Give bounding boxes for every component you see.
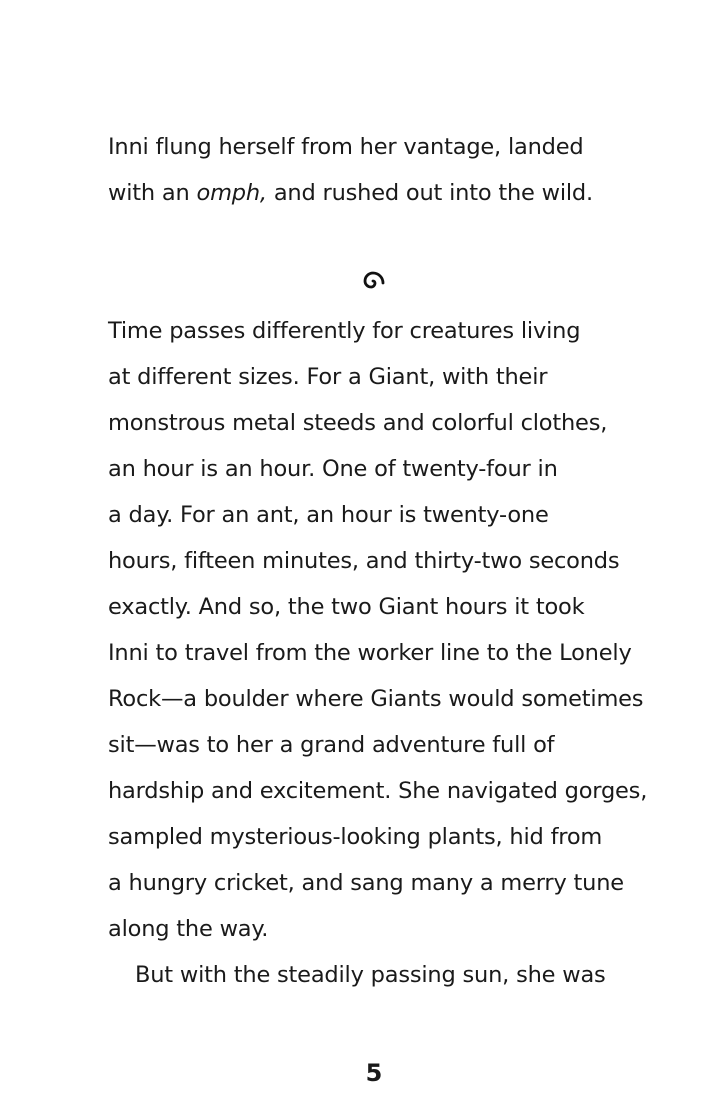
emphasized-word: omph,	[196, 180, 267, 206]
text-line: monstrous metal steeds and colorful clothes,	[108, 410, 608, 436]
text-line: along the way.	[108, 916, 269, 942]
text-line: hardship and excitement. She navigated gorges,	[108, 778, 648, 804]
text-line: a day. For an ant, an hour is twenty-one	[108, 502, 549, 528]
text-line: Inni flung herself from her vantage, landed	[108, 134, 584, 160]
text-line: an hour is an hour. One of twenty-four in	[108, 456, 558, 482]
paragraph-main	[108, 308, 668, 998]
text-fragment: with an	[108, 180, 197, 206]
text-line: exactly. And so, the two Giant hours it took	[108, 594, 585, 620]
text-line: Time passes differently for creatures living	[108, 318, 581, 344]
text-line: a hungry cricket, and sang many a merry tune	[108, 870, 624, 896]
spiral-icon	[360, 268, 386, 294]
text-line	[108, 170, 668, 216]
text-line: at different sizes. For a Giant, with their	[108, 364, 548, 390]
text-line: sit—was to her a grand adventure full of	[108, 732, 555, 758]
text-line: But with the steadily passing sun, she was	[135, 962, 606, 988]
text-fragment: and rushed out into the wild.	[266, 180, 593, 206]
text-line: Inni to travel from the worker line to the Lonely	[108, 640, 632, 666]
text-line: hours, fifteen minutes, and thirty-two seconds	[108, 548, 620, 574]
text-line: Rock—a boulder where Giants would sometimes	[108, 686, 644, 712]
text-line: sampled mysterious-looking plants, hid from	[108, 824, 603, 850]
paragraph-opening	[108, 124, 668, 216]
page-number: 5	[365, 1059, 383, 1087]
